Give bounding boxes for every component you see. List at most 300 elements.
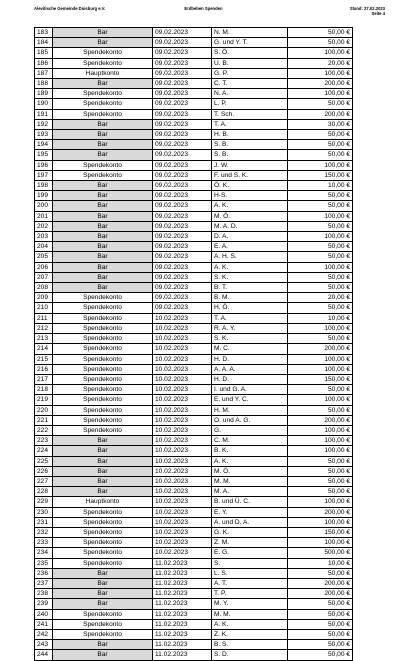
donor-name: D. A. xyxy=(212,232,288,242)
donor-name: M. M. xyxy=(212,476,288,486)
payment-type: Bar xyxy=(53,578,153,588)
donation-amount: 50,00 € xyxy=(288,252,353,262)
donation-date: 10.02.2023 xyxy=(153,313,212,323)
donation-amount: 100,00 € xyxy=(288,395,353,405)
table-row xyxy=(35,425,353,435)
donation-date: 10.02.2023 xyxy=(153,507,212,517)
donation-amount: 50,00 € xyxy=(288,242,353,252)
donation-amount: 200,00 € xyxy=(288,79,353,89)
payment-type: Bar xyxy=(53,640,153,650)
donor-name: O. und A. G. xyxy=(212,415,288,425)
table-row xyxy=(35,568,353,578)
donation-amount: 100,00 € xyxy=(288,364,353,374)
table-row xyxy=(35,589,353,599)
payment-type: Spendekonto xyxy=(53,538,153,548)
donor-name: M. C. xyxy=(212,344,288,354)
donation-date: 11.02.2023 xyxy=(153,629,212,639)
payment-type: Bar xyxy=(53,28,153,38)
table-row xyxy=(35,170,353,180)
row-number: 230 xyxy=(35,507,53,517)
donor-name: G. K. xyxy=(212,527,288,537)
table-row xyxy=(35,344,353,354)
payment-type: Bar xyxy=(53,79,153,89)
donation-date: 09.02.2023 xyxy=(153,221,212,231)
donation-date: 10.02.2023 xyxy=(153,517,212,527)
row-number: 195 xyxy=(35,150,53,160)
payment-type: Bar xyxy=(53,262,153,272)
donor-name: M. M. xyxy=(212,609,288,619)
donation-amount: 50,00 € xyxy=(288,201,353,211)
payment-type: Bar xyxy=(53,130,153,140)
donor-name: B. T. xyxy=(212,283,288,293)
donation-amount: 100,00 € xyxy=(288,323,353,333)
donation-amount: 100,00 € xyxy=(288,538,353,548)
row-number: 234 xyxy=(35,548,53,558)
donation-date: 10.02.2023 xyxy=(153,497,212,507)
row-number: 232 xyxy=(35,527,53,537)
donor-name: A. T. xyxy=(212,578,288,588)
table-row xyxy=(35,405,353,415)
payment-type: Bar xyxy=(53,38,153,48)
table-row xyxy=(35,578,353,588)
payment-type: Spendekonto xyxy=(53,99,153,109)
payment-type: Bar xyxy=(53,466,153,476)
donation-date: 10.02.2023 xyxy=(153,456,212,466)
payment-type: Spendekonto xyxy=(53,507,153,517)
table-row xyxy=(35,181,353,191)
payment-type: Bar xyxy=(53,599,153,609)
donation-amount: 50,00 € xyxy=(288,150,353,160)
donor-name: S. D. xyxy=(212,650,288,660)
table-row xyxy=(35,599,353,609)
row-number: 205 xyxy=(35,252,53,262)
donation-amount: 30,00 € xyxy=(288,119,353,129)
donation-date: 11.02.2023 xyxy=(153,589,212,599)
payment-type: Spendekonto xyxy=(53,48,153,58)
donation-date: 11.02.2023 xyxy=(153,568,212,578)
document-meta xyxy=(350,6,385,16)
donation-date: 10.02.2023 xyxy=(153,395,212,405)
donation-amount: 100,00 € xyxy=(288,211,353,221)
payment-type: Spendekonto xyxy=(53,374,153,384)
donation-date: 09.02.2023 xyxy=(153,252,212,262)
donation-amount: 50,00 € xyxy=(288,385,353,395)
row-number: 208 xyxy=(35,283,53,293)
donation-date: 09.02.2023 xyxy=(153,293,212,303)
donor-name: B. und Ü. C. xyxy=(212,497,288,507)
donations-table xyxy=(34,27,353,661)
donor-name: Z. M. xyxy=(212,538,288,548)
donation-amount: 50,00 € xyxy=(288,283,353,293)
row-number: 225 xyxy=(35,456,53,466)
payment-type: Spendekonto xyxy=(53,313,153,323)
donation-amount: 20,00 € xyxy=(288,58,353,68)
donation-amount: 150,00 € xyxy=(288,527,353,537)
donation-date: 09.02.2023 xyxy=(153,170,212,180)
row-number: 222 xyxy=(35,425,53,435)
table-row xyxy=(35,191,353,201)
table-row xyxy=(35,221,353,231)
donation-amount: 50,00 € xyxy=(288,130,353,140)
donation-amount: 50,00 € xyxy=(288,99,353,109)
donor-name: A. K. xyxy=(212,619,288,629)
row-number: 224 xyxy=(35,446,53,456)
donation-date: 11.02.2023 xyxy=(153,558,212,568)
payment-type: Spendekonto xyxy=(53,109,153,119)
donation-amount: 100,00 € xyxy=(288,160,353,170)
table-row xyxy=(35,201,353,211)
donation-date: 11.02.2023 xyxy=(153,640,212,650)
row-number: 235 xyxy=(35,558,53,568)
table-row xyxy=(35,456,353,466)
donation-date: 10.02.2023 xyxy=(153,476,212,486)
donor-name: S. B. xyxy=(212,140,288,150)
donation-date: 11.02.2023 xyxy=(153,609,212,619)
payment-type: Spendekonto xyxy=(53,344,153,354)
donor-name: H-S. xyxy=(212,191,288,201)
donation-amount: 50,00 € xyxy=(288,619,353,629)
payment-type: Bar xyxy=(53,456,153,466)
table-row xyxy=(35,415,353,425)
donor-name: B. K. xyxy=(212,446,288,456)
payment-type: Spendekonto xyxy=(53,629,153,639)
donation-amount: 200,00 € xyxy=(288,109,353,119)
donor-name: B. S. xyxy=(212,640,288,650)
donor-name: T. A. xyxy=(212,313,288,323)
donor-name: C. M. xyxy=(212,436,288,446)
payment-type: Spendekonto xyxy=(53,385,153,395)
donor-name: J. W. xyxy=(212,160,288,170)
donation-date: 09.02.2023 xyxy=(153,109,212,119)
table-row xyxy=(35,109,353,119)
donor-name: H. B. xyxy=(212,130,288,140)
table-row xyxy=(35,640,353,650)
row-number: 197 xyxy=(35,170,53,180)
donation-amount: 500,00 € xyxy=(288,548,353,558)
donor-name: F. und S. K. xyxy=(212,170,288,180)
donation-date: 09.02.2023 xyxy=(153,201,212,211)
row-number: 216 xyxy=(35,364,53,374)
organization-name: Alevitische Gemeinde Duisburg e.V. xyxy=(34,6,106,11)
table-row xyxy=(35,446,353,456)
donor-name: M. A. xyxy=(212,487,288,497)
table-row xyxy=(35,364,353,374)
stand-date: Stand: 27.02.2023 xyxy=(349,6,385,11)
row-number: 243 xyxy=(35,640,53,650)
document-title: Erdbeben Spenden xyxy=(184,6,223,11)
donation-amount: 10,00 € xyxy=(288,313,353,323)
donation-date: 09.02.2023 xyxy=(153,119,212,129)
table-row xyxy=(35,476,353,486)
donor-name: I. und G. A. xyxy=(212,385,288,395)
row-number: 239 xyxy=(35,599,53,609)
row-number: 219 xyxy=(35,395,53,405)
payment-type: Bar xyxy=(53,119,153,129)
donation-amount: 50,00 € xyxy=(288,466,353,476)
donation-date: 09.02.2023 xyxy=(153,160,212,170)
payment-type: Bar xyxy=(53,221,153,231)
payment-type: Spendekonto xyxy=(53,548,153,558)
row-number: 193 xyxy=(35,130,53,140)
row-number: 223 xyxy=(35,436,53,446)
donation-date: 09.02.2023 xyxy=(153,242,212,252)
donor-name: S. Ö. xyxy=(212,48,288,58)
donor-name: C. T. xyxy=(212,79,288,89)
row-number: 206 xyxy=(35,262,53,272)
donation-date: 09.02.2023 xyxy=(153,303,212,313)
payment-type: Spendekonto xyxy=(53,334,153,344)
donation-date: 10.02.2023 xyxy=(153,466,212,476)
payment-type: Spendekonto xyxy=(53,293,153,303)
table-row xyxy=(35,293,353,303)
donor-name: A. und D. A. xyxy=(212,517,288,527)
payment-type: Spendekonto xyxy=(53,354,153,364)
donation-date: 09.02.2023 xyxy=(153,191,212,201)
donation-date: 09.02.2023 xyxy=(153,211,212,221)
donation-amount: 50,00 € xyxy=(288,487,353,497)
row-number: 217 xyxy=(35,374,53,384)
row-number: 199 xyxy=(35,191,53,201)
donation-amount: 50,00 € xyxy=(288,405,353,415)
payment-type: Bar xyxy=(53,211,153,221)
donor-name: M. Y. xyxy=(212,599,288,609)
table-row xyxy=(35,487,353,497)
payment-type: Spendekonto xyxy=(53,425,153,435)
payment-type: Hauptkonto xyxy=(53,68,153,78)
table-row xyxy=(35,79,353,89)
donation-date: 10.02.2023 xyxy=(153,527,212,537)
donation-amount: 200,00 € xyxy=(288,589,353,599)
row-number: 194 xyxy=(35,140,53,150)
donation-date: 09.02.2023 xyxy=(153,232,212,242)
donor-name: L. S. xyxy=(212,568,288,578)
table-row xyxy=(35,466,353,476)
table-row xyxy=(35,252,353,262)
row-number: 231 xyxy=(35,517,53,527)
donation-amount: 20,00 € xyxy=(288,293,353,303)
table-row xyxy=(35,119,353,129)
donation-date: 11.02.2023 xyxy=(153,599,212,609)
row-number: 242 xyxy=(35,629,53,639)
donation-amount: 50,00 € xyxy=(288,191,353,201)
donor-name: T. A. xyxy=(212,119,288,129)
row-number: 203 xyxy=(35,232,53,242)
payment-type: Bar xyxy=(53,150,153,160)
donor-name: L. P. xyxy=(212,99,288,109)
donation-date: 09.02.2023 xyxy=(153,28,212,38)
row-number: 189 xyxy=(35,89,53,99)
row-number: 183 xyxy=(35,28,53,38)
donation-date: 09.02.2023 xyxy=(153,272,212,282)
table-row xyxy=(35,650,353,660)
donation-date: 10.02.2023 xyxy=(153,354,212,364)
donation-amount: 10,00 € xyxy=(288,558,353,568)
donation-amount: 200,00 € xyxy=(288,415,353,425)
donation-amount: 100,00 € xyxy=(288,232,353,242)
table-row xyxy=(35,497,353,507)
donation-date: 10.02.2023 xyxy=(153,538,212,548)
table-row xyxy=(35,242,353,252)
payment-type: Bar xyxy=(53,589,153,599)
donation-amount: 150,00 € xyxy=(288,374,353,384)
row-number: 185 xyxy=(35,48,53,58)
table-row xyxy=(35,374,353,384)
donor-name: A. H. S. xyxy=(212,252,288,262)
row-number: 187 xyxy=(35,68,53,78)
donation-amount: 50,00 € xyxy=(288,456,353,466)
table-row xyxy=(35,354,353,364)
row-number: 241 xyxy=(35,619,53,629)
table-row xyxy=(35,140,353,150)
payment-type: Bar xyxy=(53,201,153,211)
table-row xyxy=(35,334,353,344)
donor-name: U. B. xyxy=(212,58,288,68)
donation-date: 11.02.2023 xyxy=(153,578,212,588)
donation-amount: 100,00 € xyxy=(288,436,353,446)
payment-type: Hauptkonto xyxy=(53,497,153,507)
donation-amount: 100,00 € xyxy=(288,262,353,272)
table-row xyxy=(35,99,353,109)
donation-amount: 50,00 € xyxy=(288,476,353,486)
table-row xyxy=(35,89,353,99)
donation-amount: 100,00 € xyxy=(288,354,353,364)
donation-date: 10.02.2023 xyxy=(153,548,212,558)
table-row xyxy=(35,527,353,537)
donation-amount: 100,00 € xyxy=(288,89,353,99)
payment-type: Bar xyxy=(53,487,153,497)
donor-name: B. M. xyxy=(212,293,288,303)
row-number: 228 xyxy=(35,487,53,497)
donation-amount: 50,00 € xyxy=(288,629,353,639)
row-number: 238 xyxy=(35,589,53,599)
payment-type: Spendekonto xyxy=(53,558,153,568)
table-row xyxy=(35,272,353,282)
donor-name: E. G. xyxy=(212,548,288,558)
table-row xyxy=(35,323,353,333)
donation-date: 09.02.2023 xyxy=(153,130,212,140)
row-number: 198 xyxy=(35,181,53,191)
donation-date: 09.02.2023 xyxy=(153,89,212,99)
row-number: 236 xyxy=(35,568,53,578)
donor-name: S. xyxy=(212,558,288,568)
payment-type: Bar xyxy=(53,252,153,262)
table-row xyxy=(35,538,353,548)
payment-type: Bar xyxy=(53,232,153,242)
row-number: 202 xyxy=(35,221,53,231)
payment-type: Spendekonto xyxy=(53,527,153,537)
table-row xyxy=(35,48,353,58)
donor-name: G. xyxy=(212,425,288,435)
row-number: 233 xyxy=(35,538,53,548)
donor-name: H. D. xyxy=(212,354,288,364)
row-number: 210 xyxy=(35,303,53,313)
donation-amount: 50,00 € xyxy=(288,599,353,609)
donation-date: 09.02.2023 xyxy=(153,140,212,150)
row-number: 237 xyxy=(35,578,53,588)
donor-name: M. Ö. xyxy=(212,466,288,476)
payment-type: Bar xyxy=(53,650,153,660)
donor-name: H. M. xyxy=(212,405,288,415)
row-number: 204 xyxy=(35,242,53,252)
row-number: 191 xyxy=(35,109,53,119)
donation-amount: 50,00 € xyxy=(288,140,353,150)
payment-type: Bar xyxy=(53,568,153,578)
donation-amount: 150,00 € xyxy=(288,170,353,180)
table-row xyxy=(35,130,353,140)
row-number: 240 xyxy=(35,609,53,619)
donation-amount: 50,00 € xyxy=(288,568,353,578)
payment-type: Spendekonto xyxy=(53,609,153,619)
table-row xyxy=(35,436,353,446)
donation-amount: 100,00 € xyxy=(288,517,353,527)
table-row xyxy=(35,68,353,78)
donation-amount: 100,00 € xyxy=(288,48,353,58)
payment-type: Spendekonto xyxy=(53,58,153,68)
payment-type: Spendekonto xyxy=(53,405,153,415)
payment-type: Spendekonto xyxy=(53,517,153,527)
table-row xyxy=(35,507,353,517)
payment-type: Bar xyxy=(53,283,153,293)
table-row xyxy=(35,619,353,629)
table-row xyxy=(35,211,353,221)
row-number: 214 xyxy=(35,344,53,354)
donation-amount: 50,00 € xyxy=(288,38,353,48)
payment-type: Bar xyxy=(53,446,153,456)
payment-type: Spendekonto xyxy=(53,89,153,99)
donation-date: 09.02.2023 xyxy=(153,79,212,89)
donation-date: 09.02.2023 xyxy=(153,283,212,293)
donation-date: 10.02.2023 xyxy=(153,446,212,456)
donor-name: A. K. xyxy=(212,201,288,211)
table-row xyxy=(35,313,353,323)
row-number: 220 xyxy=(35,405,53,415)
payment-type: Spendekonto xyxy=(53,364,153,374)
donor-name: A. A. A. xyxy=(212,364,288,374)
donor-name: H. Ö. xyxy=(212,303,288,313)
row-number: 244 xyxy=(35,650,53,660)
donor-name: A. K. xyxy=(212,262,288,272)
donation-date: 10.02.2023 xyxy=(153,415,212,425)
donation-amount: 50,00 € xyxy=(288,272,353,282)
donation-amount: 100,00 € xyxy=(288,497,353,507)
row-number: 209 xyxy=(35,293,53,303)
table-row xyxy=(35,150,353,160)
donor-name: N. M. xyxy=(212,28,288,38)
row-number: 207 xyxy=(35,272,53,282)
donor-name: M. Ö. xyxy=(212,211,288,221)
donor-name: G. P. xyxy=(212,68,288,78)
donor-name: N. A. xyxy=(212,89,288,99)
donation-date: 09.02.2023 xyxy=(153,58,212,68)
donor-name: S. K. xyxy=(212,272,288,282)
donor-name: Ö. K. xyxy=(212,181,288,191)
donation-date: 09.02.2023 xyxy=(153,68,212,78)
table-row xyxy=(35,58,353,68)
row-number: 196 xyxy=(35,160,53,170)
donor-name: H. D. xyxy=(212,374,288,384)
table-row xyxy=(35,303,353,313)
donor-name: S. K. xyxy=(212,334,288,344)
donation-date: 10.02.2023 xyxy=(153,405,212,415)
payment-type: Spendekonto xyxy=(53,170,153,180)
donor-name: T. Sch. xyxy=(212,109,288,119)
row-number: 227 xyxy=(35,476,53,486)
table-row xyxy=(35,558,353,568)
donation-date: 10.02.2023 xyxy=(153,374,212,384)
table-row xyxy=(35,517,353,527)
donation-date: 10.02.2023 xyxy=(153,385,212,395)
row-number: 190 xyxy=(35,99,53,109)
